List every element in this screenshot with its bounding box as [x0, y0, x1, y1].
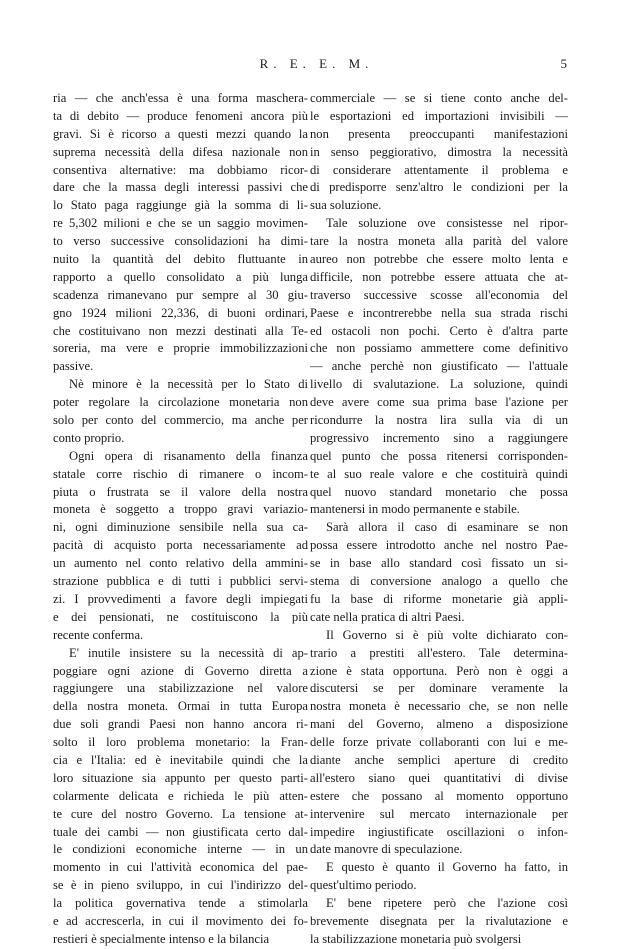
- text-line: Sarà allora il caso di esaminare se non: [326, 520, 568, 535]
- text-line: trario a prestiti all'estero. Tale determina-: [310, 645, 568, 660]
- text-line: due soli grandi Paesi non hanno ancora ri-: [53, 717, 308, 732]
- text-line: all'estero siano quei quantitativi di divise: [310, 770, 568, 785]
- text-line: te al suo reale valore e che costituirà quindi: [310, 466, 568, 481]
- text-line: di considerare attentamente il problema e: [310, 162, 568, 177]
- paragraph: [310, 215, 568, 519]
- text-line: quel punto che possa ritenersi corrisponden-: [310, 448, 568, 463]
- text-line: ria — che anch'essa è una forma mascherа-: [53, 91, 308, 105]
- text-line: Nè minore è la necessità per lo Stato di: [69, 377, 308, 392]
- text-line: zione è stata opportuna. Però non è oggi a: [310, 663, 568, 678]
- text-line: quel nuovo standard monetario che possa: [310, 484, 568, 499]
- text-line: pacità di acquisto porta necessariamente ad: [53, 538, 308, 553]
- text-line: tare la nostra moneta alla parità del valore: [310, 234, 568, 249]
- text-line: E' inutile insistere su la necessità di ap-: [69, 645, 308, 660]
- text-line: scadenza rimanevano pur sempre al 30 giu-: [53, 287, 308, 302]
- text-line: cate nella pratica di altri Paesi.: [310, 609, 465, 624]
- text-line: estere che possano al momento opportuno: [310, 788, 568, 803]
- text-line: la politica governativa tende a stimolarla: [53, 896, 308, 911]
- text-line: se in base allo standard così fissato un si-: [310, 556, 568, 571]
- text-line: se è in pieno sviluppo, in cui l'indirizzo del-: [53, 878, 308, 893]
- header-title: R. E. E. M.: [259, 56, 374, 71]
- text-line: traverso successive scosse all'economia del: [310, 287, 568, 302]
- text-line: e ad accrescerla, in cui il movimento dei fo-: [53, 913, 308, 928]
- left-column: [53, 90, 308, 949]
- text-line: conto proprio.: [53, 430, 125, 445]
- text-line: difficile, non potrebbe essere attuata che at-: [310, 269, 568, 284]
- text-line: Paese e incontrerebbe nella sua strada rischi: [310, 305, 568, 320]
- text-line: passive.: [53, 359, 94, 374]
- text-line: progressivo incremento sino a raggiungere: [310, 430, 568, 445]
- text-line: E questo è quanto il Governo ha fatto, in: [326, 860, 568, 875]
- text-line: ta di debito — produce fenomeni ancora più: [53, 108, 308, 123]
- text-line: e dei pensionati, ne costituiscono la più: [53, 609, 308, 624]
- text-line: della nostra moneta. Ormai in tutta Europa: [53, 699, 308, 714]
- text-line: non presenta preoccupanti manifestazioni: [310, 126, 568, 141]
- right-column: [310, 90, 568, 949]
- text-line: ricondurre la nostra lira sulla via di un: [310, 413, 568, 428]
- text-line: discutersi se per dominare veramente la: [310, 681, 568, 696]
- text-line: rapporto a quello consolidato a più lunga: [53, 269, 308, 284]
- text-line: E' bene ripetere però che l'azione così: [326, 896, 568, 911]
- text-line: solo per conto del commercio, ma anche per: [53, 413, 308, 428]
- text-line: cia e l'Italia: ed è inevitabile quindi che la: [53, 752, 308, 767]
- text-line: raggiungere una stabilizzazione nel valore: [53, 681, 308, 696]
- text-line: diante anche semplici aperture di credito: [310, 752, 568, 767]
- text-line: la stabilizzazione monetaria può svolgersi: [310, 931, 522, 946]
- text-line: consentiva alternative: ma dobbiamo ricor-: [53, 162, 308, 177]
- text-line: moneta è soggetto a troppo gravi variazio-: [53, 502, 308, 517]
- text-line: ni, ogni diminuzione sensibile nella sua ca-: [53, 520, 308, 535]
- text-line: — anche perchè non giustificato — l'attuale: [310, 359, 568, 374]
- paragraph: [53, 90, 308, 376]
- text-line: brevemente disegnata per la rivalutazione e: [310, 913, 568, 928]
- text-line: Il Governo si è più volte dichiarato con-: [326, 627, 568, 642]
- text-line: lo Stato paga raggiunge già la somma di li-: [53, 198, 308, 213]
- text-line: dare che la massa degli interessi passivi che: [53, 180, 308, 195]
- text-line: in senso peggiorativo, dimostra la necessità: [310, 144, 568, 159]
- text-line: stema di conversione analogo a quello che: [310, 574, 568, 589]
- text-line: fu la base di riforme monetarie già appli-: [310, 591, 568, 606]
- text-line: statale corre rischio di rimanere o incom-: [53, 466, 308, 481]
- text-line: colarmente delicata e richieda le più atten-: [53, 788, 308, 803]
- text-line: to verso successive consolidazioni ha dimi-: [53, 234, 308, 249]
- text-line: le esportazioni ed importazioni invisibili —: [310, 108, 568, 123]
- text-line: re 5,302 milioni e che se un saggio movimen-: [53, 216, 308, 231]
- text-line: Tale soluzione ove consistesse nel ripor-: [326, 216, 568, 231]
- text-line: date manovre di speculazione.: [310, 842, 463, 857]
- text-line: sua soluzione.: [310, 198, 382, 213]
- text-line: te cure del nostro Governo. La tensione at-: [53, 806, 308, 821]
- text-line: deve avere come sua prima base l'azione per: [310, 395, 568, 410]
- paragraph: [310, 895, 568, 949]
- text-line: gno 1924 milioni 22,336, di buoni ordinari,: [53, 305, 308, 320]
- text-line: loro situazione sia appunto per questo parti-: [53, 770, 308, 785]
- text-line: solto il loro problema monetario: la Fran-: [53, 735, 308, 750]
- paragraph: [310, 627, 568, 860]
- text-line: ed ostacoli non pochi. Certo è d'altra parte: [310, 323, 568, 338]
- text-line: recente conferma.: [53, 627, 144, 642]
- text-line: piuta o frustrata se il valore della nostra: [53, 484, 308, 499]
- text-line: mantenersi in modo permanente e stabile.: [310, 502, 520, 517]
- text-line: intervenire sul mercato internazionale per: [310, 806, 568, 821]
- running-header: [0, 56, 633, 76]
- text-line: suprema necessità della difesa nazionale non: [53, 144, 308, 159]
- text-line: possa essere introdotto anche nel nostro Pae-: [310, 538, 568, 553]
- paragraph: [310, 90, 568, 215]
- text-line: nostra moneta è necessario che, se non nelle: [310, 699, 568, 714]
- text-line: momento in cui l'attività economica del pae-: [53, 860, 308, 875]
- paragraph: [53, 448, 308, 645]
- paragraph: [310, 859, 568, 895]
- text-line: impedire ingiustificate oscillazioni o infon-: [310, 824, 568, 839]
- text-line: poggiare ogni azione di Governo diretta a: [53, 663, 308, 678]
- page-number: 5: [560, 56, 567, 71]
- text-line: zi. I provvedimenti a favore degli impiegati: [53, 591, 308, 606]
- paragraph: [310, 519, 568, 626]
- text-line: tuale dei cambi — non giustificata certo dal-: [53, 824, 308, 839]
- text-line: che non possiamo ammettere come definitivo: [310, 341, 568, 356]
- text-line: di predisporre senz'altro le condizioni per la: [310, 180, 568, 195]
- text-line: commerciale — se si tiene conto anche del-: [310, 91, 568, 105]
- text-line: livello di svalutazione. La soluzione, quindi: [310, 377, 568, 392]
- text-line: Ogni opera di risanamento della finanza: [69, 448, 308, 463]
- text-line: delle forze private collaboranti con lui e me-: [310, 735, 568, 750]
- text-line: che costituivano non mezzi destinati alla Te-: [53, 323, 308, 338]
- text-line: aureo non potrebbe che essere molto lenta e: [310, 252, 568, 267]
- text-line: gravi. Si è ricorso a questi mezzi quando la: [53, 126, 308, 141]
- text-line: quest'ultimo periodo.: [310, 878, 417, 893]
- text-line: restieri è specialmente intenso e la bilancia: [53, 931, 270, 946]
- text-line: soreria, ma vere e proprie immobilizzazioni: [53, 341, 308, 356]
- text-line: strazione pubblica e di tutti i pubblici servi-: [53, 574, 308, 589]
- text-line: nuito la quantità del debito fluttuante in: [53, 252, 308, 267]
- paragraph: [53, 645, 308, 949]
- text-line: le condizioni economiche interne — in un: [53, 842, 308, 857]
- text-line: mani del Governo, almeno a disposizione: [310, 717, 568, 732]
- paragraph: [53, 376, 308, 448]
- text-line: poter regolare la circolazione monetaria non: [53, 395, 308, 410]
- text-line: un aumento nel conto relativo della ammini-: [53, 556, 308, 571]
